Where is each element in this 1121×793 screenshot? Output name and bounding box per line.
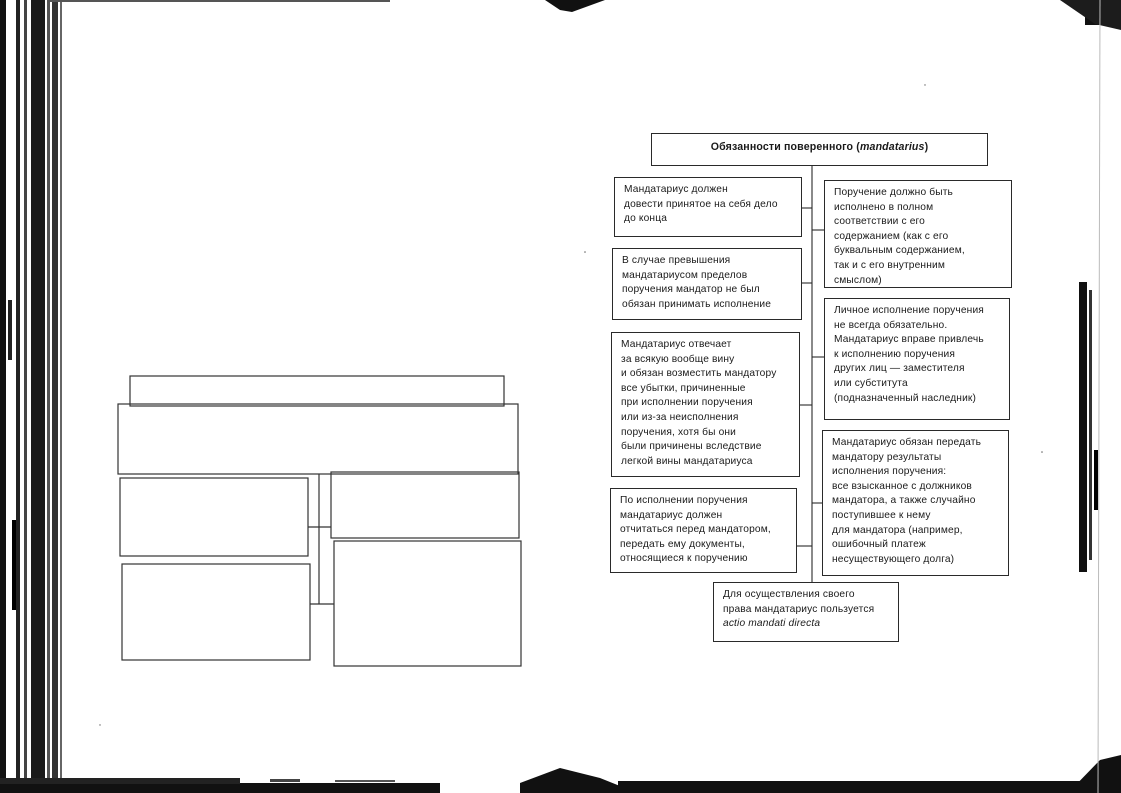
box-line: обязан принимать исполнение — [622, 298, 772, 310]
box-line: передать ему документы, — [620, 538, 745, 550]
bottom-box — [713, 582, 899, 642]
box-line: до конца — [624, 213, 668, 225]
box-line: или субститута — [834, 377, 908, 389]
box-line: и обязан возместить мандатору — [621, 368, 777, 380]
box-line: мандатору результаты — [832, 451, 942, 463]
box-line: смыслом) — [834, 274, 882, 286]
box-line: мандатариус должен — [620, 509, 723, 521]
left-box-4 — [610, 488, 797, 573]
title-closing-paren: ) — [924, 141, 929, 153]
box-line: легкой вины мандатариуса — [621, 455, 753, 467]
box-line: не всегда обязательно. — [834, 319, 948, 331]
title-main-text: Обязанности поверенного ( — [710, 141, 860, 153]
box-line: или из-за неисполнения — [621, 411, 739, 423]
box-line: так и с его внутренним — [834, 259, 945, 271]
box-line: Для осуществления своего — [723, 589, 855, 600]
box-line: поручения мандатор не был — [622, 284, 760, 296]
box-line: Мандатариус вправе привлечь — [834, 334, 984, 346]
box-line: Поручение должно быть — [834, 187, 953, 198]
box-line: поручения, хотя бы они — [621, 426, 736, 438]
box-line: буквальным содержанием, — [834, 245, 965, 257]
box-line: В случае превышения — [622, 255, 731, 266]
right-box-3 — [822, 430, 1009, 576]
box-line: к исполнению поручения — [834, 348, 955, 360]
box-line: По исполнении поручения — [620, 495, 748, 506]
diagram-title — [651, 133, 988, 166]
box-line: поступившее к нему — [832, 509, 931, 521]
box-line: (подназначенный наследник) — [834, 392, 977, 404]
box-line: содержанием (как с его — [834, 230, 949, 242]
left-box-3 — [611, 332, 800, 477]
box-line: для мандатора (например, — [832, 524, 963, 536]
box-line: Личное исполнение поручения — [834, 305, 984, 316]
box-line: довести принятое на себя дело — [624, 198, 778, 210]
box-line: других лиц — заместителя — [834, 363, 965, 375]
box-line: отчитаться перед мандатором, — [620, 524, 771, 536]
left-scan-edge — [0, 0, 6, 793]
box-line: были причинены вследствие — [621, 441, 762, 453]
right-box-2 — [824, 298, 1010, 420]
left-page-empty-diagram — [118, 376, 521, 666]
box-line: Мандатариус должен — [624, 184, 728, 195]
box-line: ошибочный платеж — [832, 539, 926, 551]
box-line: все убытки, причиненные — [621, 382, 746, 394]
box-line: все взысканное с должников — [832, 480, 972, 492]
box-line: права мандатариус пользуется — [723, 603, 875, 615]
box-line: соответствии с его — [834, 216, 925, 228]
box-line: Мандатариус отвечает — [621, 339, 732, 350]
box-line: мандатариусом пределов — [622, 269, 748, 281]
box-line: исполнено в полном — [834, 201, 934, 213]
box-line: несуществующего долга) — [832, 553, 955, 565]
right-scan-edge — [1079, 282, 1087, 572]
latin-action-name: actio mandati directa — [723, 618, 821, 630]
box-line: относящиеся к поручению — [620, 553, 748, 565]
box-line: Мандатариус обязан передать — [832, 437, 982, 448]
bottom-center-shadow — [520, 768, 620, 793]
box-line: мандатора, а также случайно — [832, 495, 976, 507]
box-line: исполнения поручения: — [832, 466, 947, 478]
top-center-shadow — [545, 0, 605, 12]
left-box-1 — [614, 177, 802, 237]
bottom-scan-edge — [0, 783, 440, 793]
box-line: при исполнении поручения — [621, 397, 753, 409]
right-box-1 — [824, 180, 1012, 288]
left-box-2 — [612, 248, 802, 320]
box-line: за всякую вообще вину — [621, 353, 735, 365]
title-latin-term: mandatarius — [859, 141, 925, 153]
